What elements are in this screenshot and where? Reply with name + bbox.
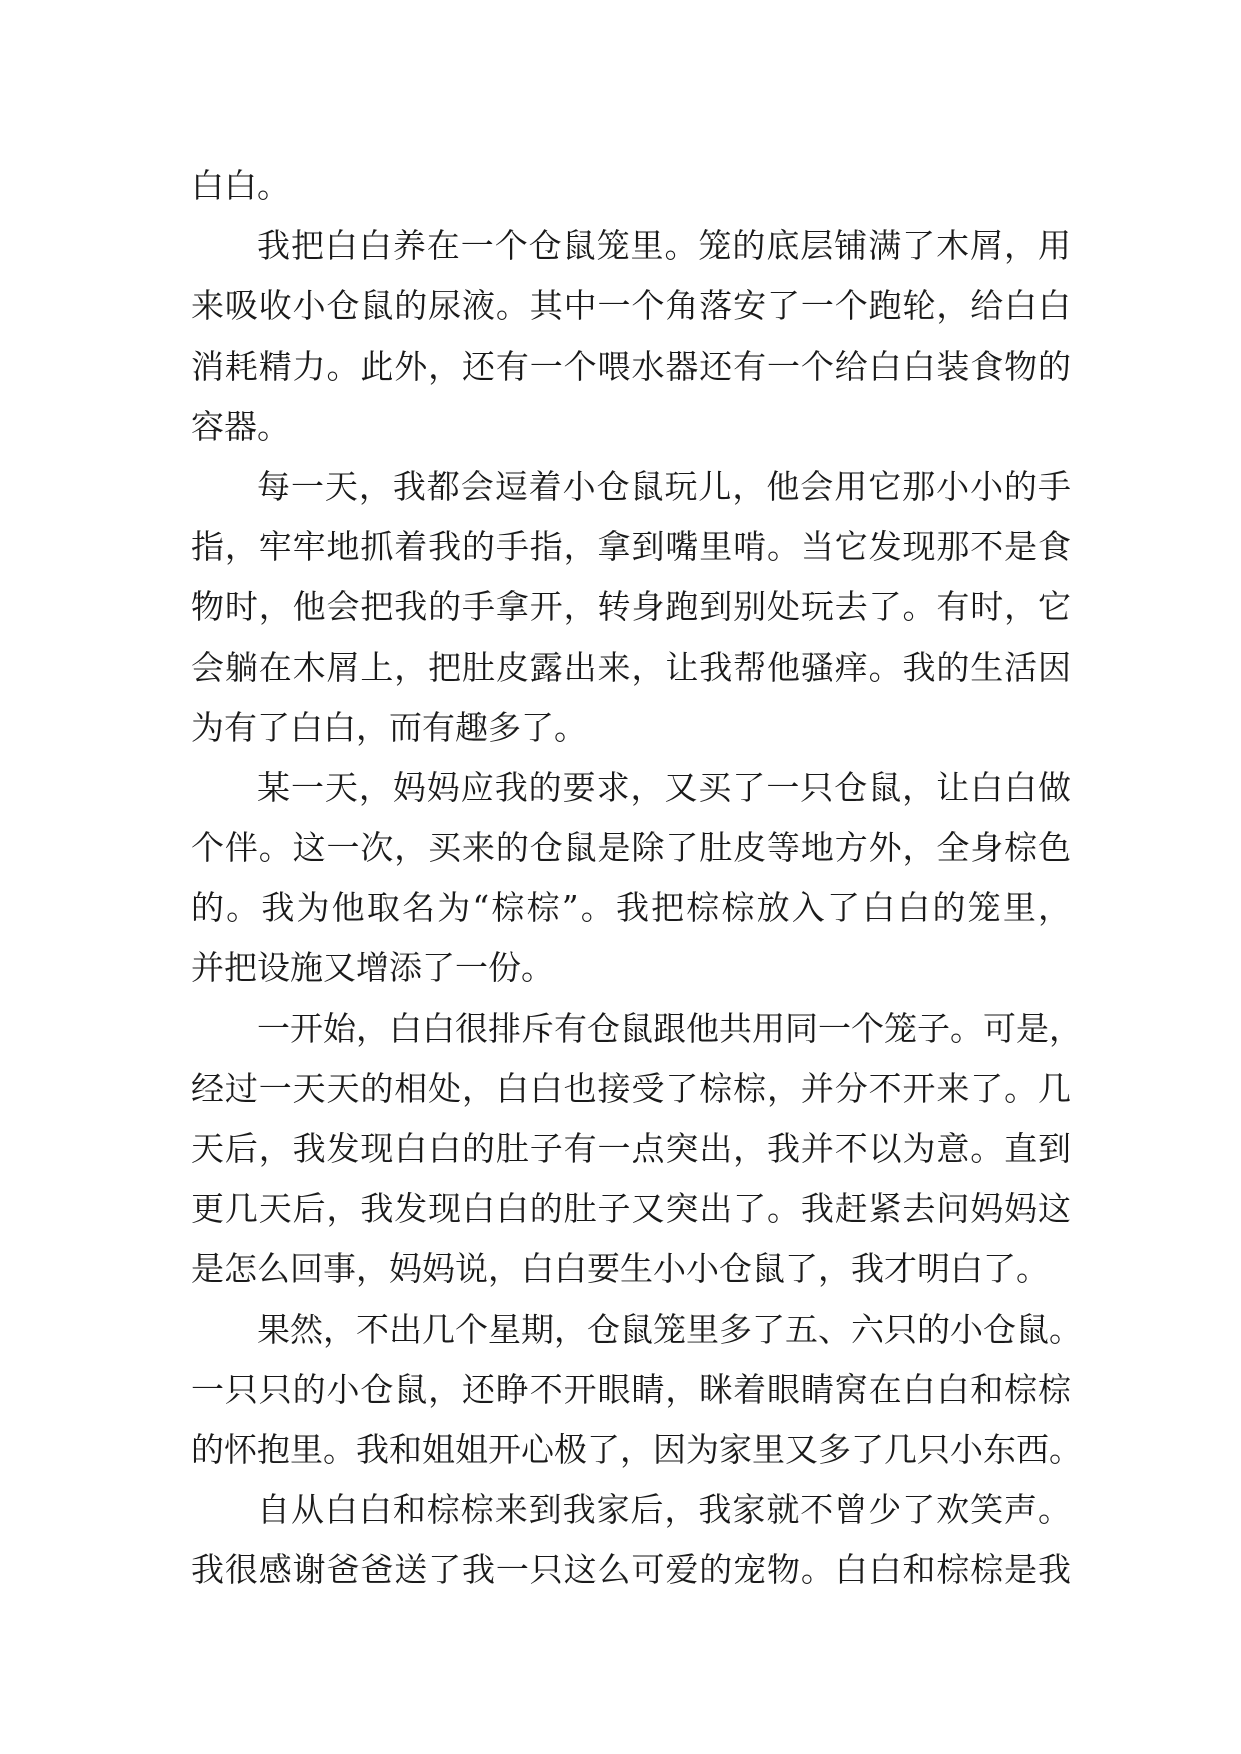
paragraph-first-line: 每一天，我都会逗着小仓鼠玩儿，他会用它那小小的手 <box>257 466 1071 506</box>
text-line: 个伴。这一次，买来的仓鼠是除了肚皮等地方外，全身棕色 <box>191 828 1071 868</box>
text-line: 物时，他会把我的手拿开，转身跑到别处玩去了。有时，它 <box>191 587 1071 627</box>
text-line: 容器。 <box>191 406 290 446</box>
text-line: 经过一天天的相处，白白也接受了棕棕，并分不开来了。几 <box>191 1068 1071 1108</box>
text-line: 的怀抱里。我和姐姐开心极了，因为家里又多了几只小东西。 <box>191 1429 1082 1469</box>
text-line: 消耗精力。此外，还有一个喂水器还有一个给白白装食物的 <box>191 346 1071 386</box>
paragraph-first-line: 自从白白和棕棕来到我家后，我家就不曾少了欢笑声。 <box>257 1490 1071 1530</box>
paragraph-first-line: 果然，不出几个星期，仓鼠笼里多了五、六只的小仓鼠。 <box>257 1309 1082 1349</box>
text-line: 指，牢牢地抓着我的手指，拿到嘴里啃。当它发现那不是食 <box>191 527 1071 567</box>
paragraph-first-line: 一开始，白白很排斥有仓鼠跟他共用同一个笼子。可是， <box>257 1008 1082 1048</box>
text-line: 白白。 <box>191 166 290 205</box>
text-line: 并把设施又增添了一份。 <box>191 948 554 988</box>
text-line: 天后，我发现白白的肚子有一点突出，我并不以为意。直到 <box>191 1129 1071 1168</box>
text-line: 是怎么回事，妈妈说，白白要生小小仓鼠了，我才明白了。 <box>191 1249 1049 1289</box>
text-line: 来吸收小仓鼠的尿液。其中一个角落安了一个跑轮，给白白 <box>191 286 1071 326</box>
paragraph-first-line: 我把白白养在一个仓鼠笼里。笼的底层铺满了木屑，用 <box>257 226 1071 266</box>
paragraph-first-line: 某一天，妈妈应我的要求，又买了一只仓鼠，让白白做 <box>257 767 1071 807</box>
text-line: 更几天后，我发现白白的肚子又突出了。我赶紧去问妈妈这 <box>191 1189 1071 1229</box>
text-line: 为有了白白，而有趣多了。 <box>191 707 587 747</box>
text-line: 的。我为他取名为“棕棕”。我把棕棕放入了白白的笼里， <box>191 888 1071 928</box>
text-line: 一只只的小仓鼠，还睁不开眼睛，眯着眼睛窝在白白和棕棕 <box>191 1369 1071 1409</box>
body-text <box>191 156 1082 1601</box>
text-line: 我很感谢爸爸送了我一只这么可爱的宠物。白白和棕棕是我 <box>191 1550 1071 1590</box>
text-line: 会躺在木屑上，把肚皮露出来，让我帮他骚痒。我的生活因 <box>191 647 1071 687</box>
